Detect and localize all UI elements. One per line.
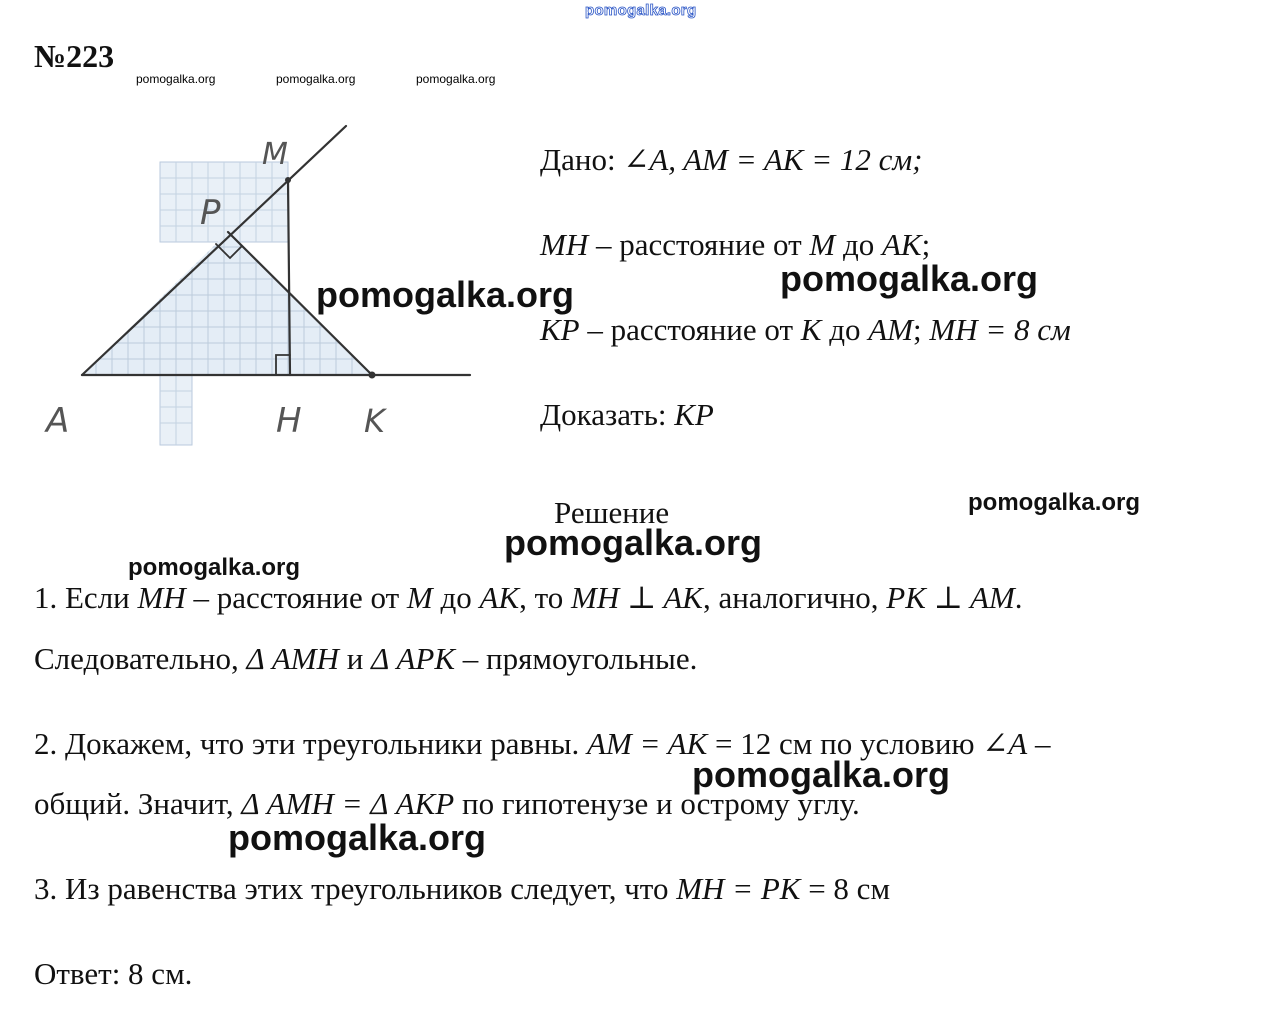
point-M (285, 177, 291, 183)
label-P: P (200, 193, 221, 233)
watermark-top: pomogalka.org (585, 2, 697, 19)
label-K: K (364, 402, 385, 440)
step-3-line: 3. Из равенства этих треугольников следует, что MH = PK = 8 см (34, 871, 891, 906)
step-1-line-2: Следовательно, Δ AMH и Δ APK – прямоугольные. (34, 641, 698, 676)
watermark: pomogalka.org (504, 522, 763, 563)
given-line-3: KP – расстояние от K до AM; MH = 8 см (540, 312, 1071, 347)
solution-title: Решение (554, 495, 670, 530)
label-M: M (262, 137, 288, 172)
watermark-small: pomogalka.org (416, 72, 496, 86)
answer-line: Ответ: 8 см. (34, 956, 193, 991)
step-2-line-1: 2. Докажем, что эти треугольники равны. AM = AK = 12 см по условию ∠A – (34, 726, 1051, 761)
watermark: pomogalka.org (780, 258, 1039, 299)
watermark-small: pomogalka.org (276, 72, 356, 86)
watermark: pomogalka.org (316, 274, 575, 315)
point-K (369, 372, 376, 379)
given-line-2: MH – расстояние от M до AK; (540, 227, 931, 262)
label-A: A (46, 401, 70, 441)
problem-number: №223 (34, 38, 115, 74)
step-2-line-2: общий. Значит, Δ AMH = Δ AKP по гипотенузе и острому углу. (34, 786, 860, 821)
prove-line: Доказать: KP (540, 397, 714, 432)
given-line-1: Дано: ∠A, AM = AK = 12 см; (540, 142, 923, 177)
watermark: pomogalka.org (968, 489, 1141, 516)
watermark: pomogalka.org (692, 754, 951, 795)
step-1-line-1: 1. Если MH – расстояние от M до AK, то MH ⊥ AK, аналогично, PK ⊥ AM. (34, 580, 1023, 615)
watermark: pomogalka.org (228, 817, 487, 858)
watermark: pomogalka.org (128, 554, 301, 581)
watermark-small: pomogalka.org (136, 72, 216, 86)
label-H: H (276, 401, 302, 441)
